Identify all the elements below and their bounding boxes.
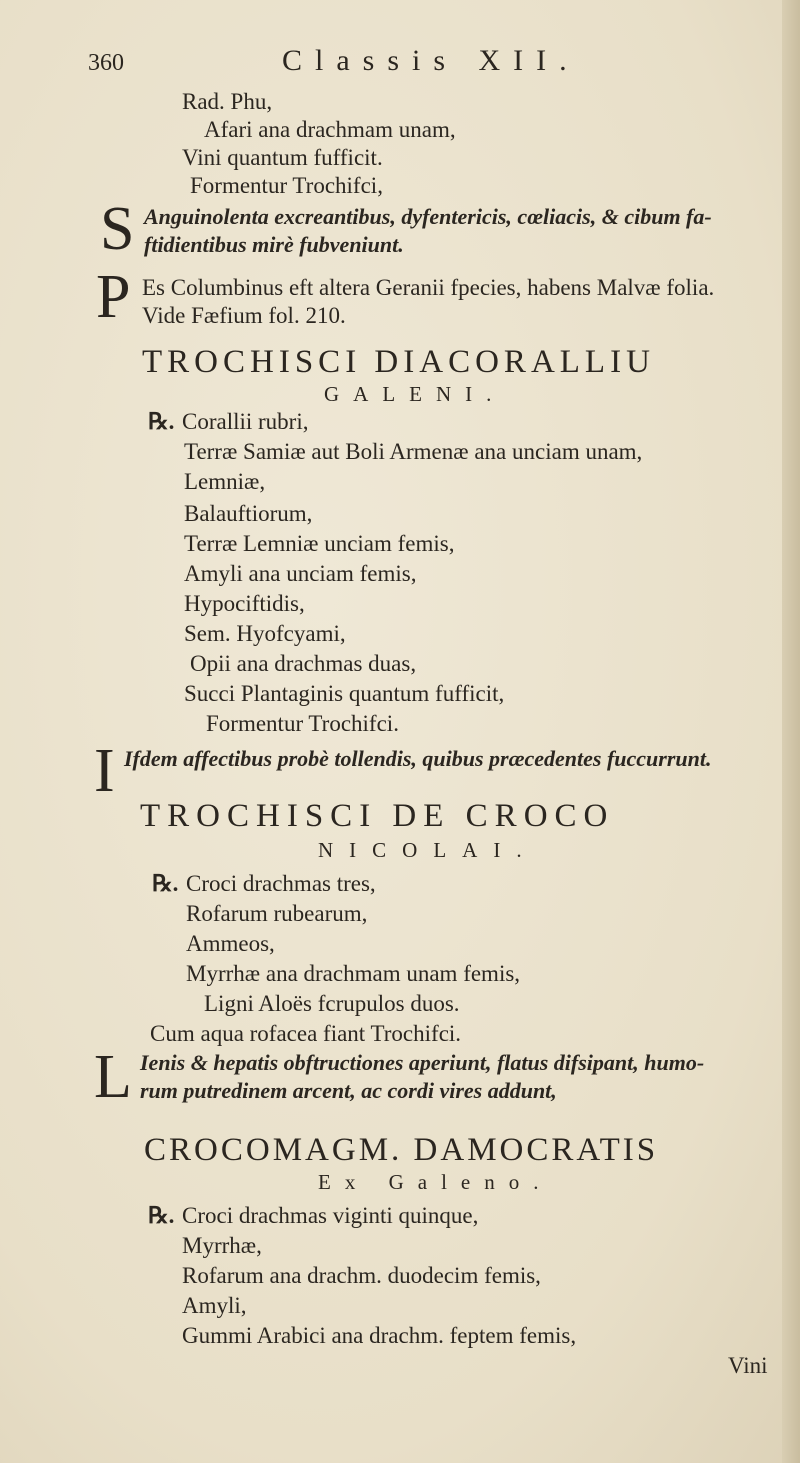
text-line: Anguinolenta excreantibus, dyfentericis, cœliacis, & cibum fa- (144, 204, 712, 229)
text-line: Rofarum ana drachm. duodecim femis, (182, 1263, 541, 1288)
text-line: Rad. Phu, (182, 89, 273, 114)
text-line: Myrrhæ ana drachmam unam femis, (186, 961, 521, 986)
section-subtitle: GALENI. (324, 382, 506, 406)
section-title: CROCOMAGM. DAMOCRATIS (144, 1132, 659, 1168)
text-line: Sem. Hyofcyami, (184, 621, 346, 646)
text-line: Afari ana drachmam unam, (204, 117, 456, 142)
text-line: Croci drachmas viginti quinque, (182, 1203, 479, 1228)
text-line: Hypociftidis, (184, 591, 305, 616)
section-title: TROCHISCI DE CROCO (140, 798, 615, 834)
recipe-mark: ℞. (148, 409, 175, 434)
text-line: Rofarum rubearum, (186, 901, 368, 926)
text-line: Ifdem affectibus probè tollendis, quibus præcedentes fuccurrunt. (124, 746, 712, 771)
text-line: Amyli, (182, 1293, 247, 1318)
text-line: Formentur Trochifci. (206, 711, 399, 736)
text-line: Cum aqua rofacea fiant Trochifci. (150, 1021, 462, 1046)
page-edge-shadow (782, 0, 800, 1463)
drop-initial: S (100, 195, 135, 263)
text-line: Succi Plantaginis quantum fufficit, (184, 681, 505, 706)
drop-initial: L (94, 1043, 132, 1111)
section-subtitle: Ex Galeno. (318, 1170, 553, 1194)
text-line: Formentur Trochifci, (190, 173, 383, 198)
text-line: ftidientibus mirè fubveniunt. (144, 232, 404, 257)
text-line: rum putredinem arcent, ac cordi vires addunt, (140, 1078, 557, 1103)
text-line: Myrrhæ, (182, 1233, 262, 1258)
drop-initial: I (94, 737, 115, 805)
text-line: Amyli ana unciam femis, (184, 561, 417, 586)
section-title: TROCHISCI DIACORALLIU (142, 344, 655, 380)
recipe-mark: ℞. (148, 1203, 175, 1228)
recipe-mark: ℞. (152, 871, 179, 896)
drop-initial: P (96, 263, 131, 331)
text-line: Ligni Aloës fcrupulos duos. (204, 991, 460, 1016)
text-line: Corallii rubri, (182, 409, 309, 434)
text-line: Ammeos, (186, 931, 275, 956)
text-line: Ienis & hepatis obftructiones aperiunt, flatus difsipant, humo- (140, 1050, 705, 1075)
text-line: Vide Fæfium fol. 210. (142, 303, 346, 328)
text-line: Balauftiorum, (184, 501, 313, 526)
catchword: Vini (728, 1353, 768, 1378)
page-number: 360 (88, 50, 124, 76)
text-line: Terræ Lemniæ unciam femis, (184, 531, 455, 556)
text-line: Opii ana drachmas duas, (190, 651, 417, 676)
text-line: Gummi Arabici ana drachm. feptem femis, (182, 1323, 577, 1348)
section-subtitle: NICOLAI. (318, 838, 538, 862)
text-line: Croci drachmas tres, (186, 871, 376, 896)
text-line: Vini quantum fufficit. (182, 145, 383, 170)
text-line: Lemniæ, (184, 469, 266, 494)
running-title: Classis XII. (282, 44, 580, 77)
text-line: Terræ Samiæ aut Boli Armenæ ana unciam unam, (184, 439, 643, 464)
text-line: Es Columbinus eft altera Geranii fpecies, habens Malvæ folia. (142, 275, 715, 300)
